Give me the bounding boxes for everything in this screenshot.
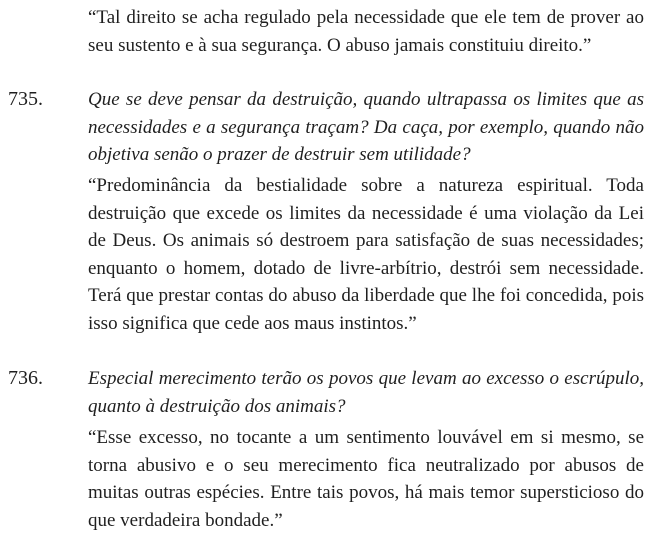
question-736: Especial merecimento terão os povos que levam ao excesso o escrúpulo, quanto à destruição dos animais? (88, 368, 644, 417)
answer-735: “Predominância da bestialidade sobre a natureza espiritual. Toda destruição que excede os limites da necessidade é uma violação da Lei de Deus. Os animais só destroem para satisfação de suas necessidades; enquanto o homem, dotado de livre-arbítrio, destrói sem necessidade. Terá que prestar contas do abuso da liberdade que lhe foi concedida, pois isso significa que cede aos maus instintos.” (88, 175, 644, 334)
question-number-735: 735. (8, 88, 43, 110)
question-number-736: 736. (8, 367, 43, 389)
question-735: Que se deve pensar da destruição, quando ultrapassa os limites que as necessidades e a segurança traçam? Da caça, por exemplo, quando não objetiva senão o prazer de destruir sem utilidade? (88, 89, 644, 165)
answer-736: “Esse excesso, no tocante a um sentimento louvável em si mesmo, se torna abusivo e o seu merecimento fica neutralizado por abusos de muitas outras espécies. Entre tais povos, há mais temor supersticioso do que verdadeira bondade.” (88, 427, 644, 531)
answer-734-continued: “Tal direito se acha regulado pela necessidade que ele tem de prover ao seu sustento e à sua segurança. O abuso jamais constituiu direito.” (88, 7, 644, 56)
